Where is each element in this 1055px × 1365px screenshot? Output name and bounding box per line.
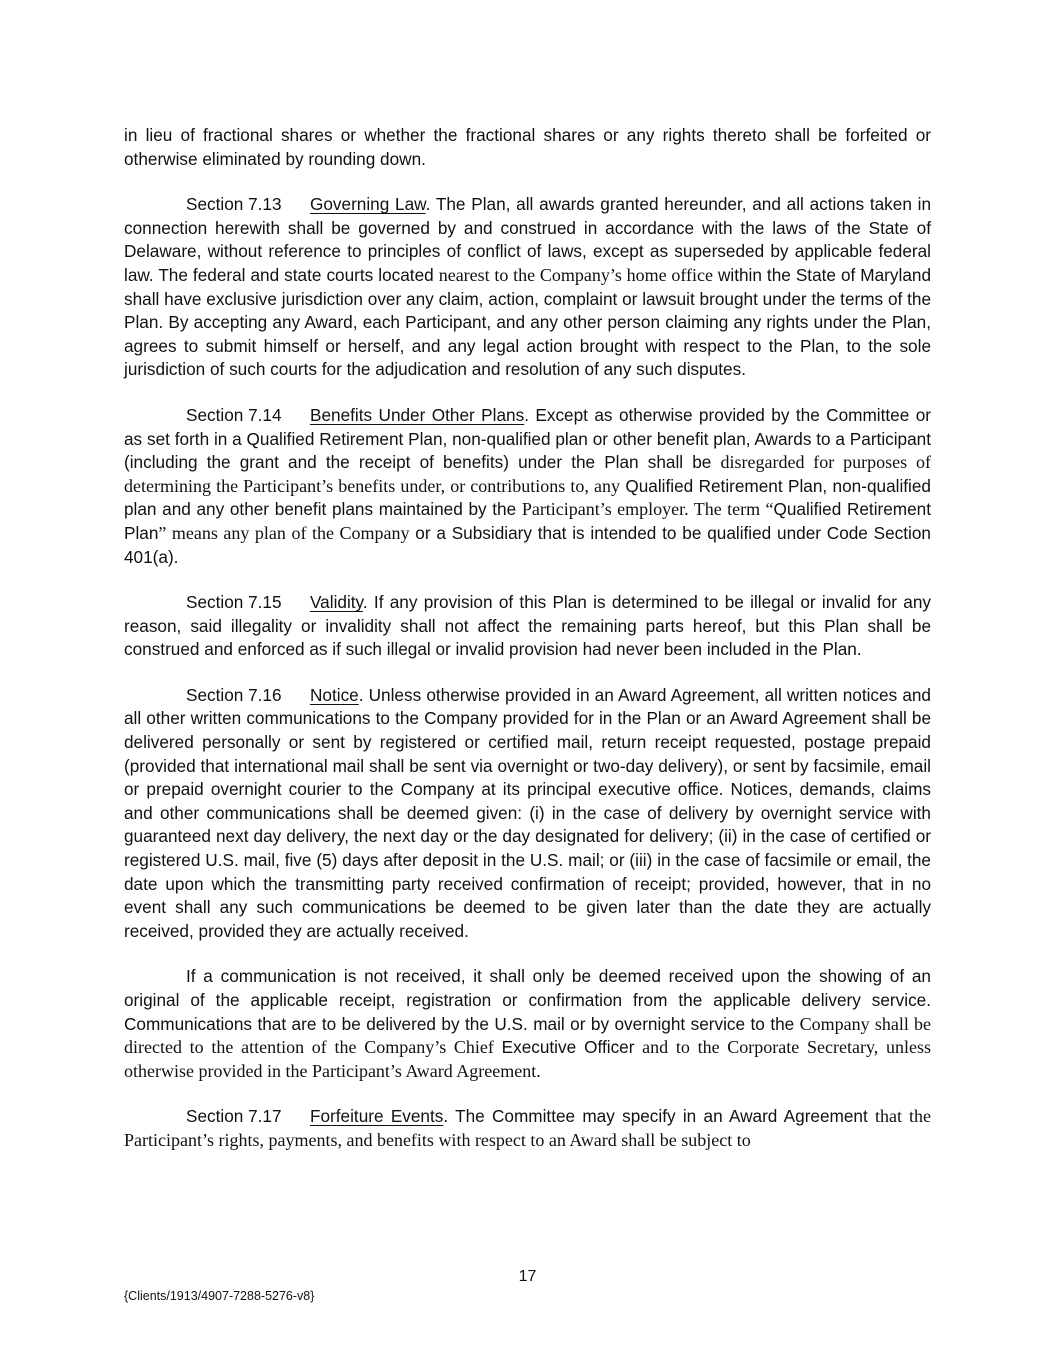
section-text-serif: ” means any plan of the Company bbox=[158, 522, 410, 543]
section-number: Section 7.13 bbox=[186, 194, 282, 215]
section-text: within the State of Maryland shall have exclusive jurisdiction over any claim, action, complaint or lawsuit brought under the terms of the Plan. By accepting any Award, each Participant, and any other person claiming any rights under the Plan, agrees to submit himself or herself, and any legal action brought with respect to the Plan, to the sole jurisdiction of such courts for the adjudication and resolution of any such disputes. bbox=[124, 264, 931, 380]
section-heading: Notice bbox=[310, 684, 359, 705]
section-text: . If any provision of this Plan is determined to be illegal or invalid for any reason, said illegality or invalidity shall not affect the remaining parts hereof, but this Plan shall be construed and enforced as if such illegal or invalid provision had never been included in the Plan. bbox=[124, 592, 931, 660]
paragraph-text-serif: Corporate Secretary, unless otherwise provided in the Participant’s Award Agreement. bbox=[124, 1037, 931, 1081]
document-id: {Clients/1913/4907-7288-5276-v8} bbox=[124, 1289, 315, 1303]
paragraph-text: If a communication is not received, it shall only be deemed received upon the showing of an original of the applicable receipt, registration or confirmation from the applicable delivery service. Communications that are to be delivered by the U.S. mail or by overnight service to the bbox=[124, 966, 931, 1034]
paragraph-text: in lieu of fractional shares or whether the fractional shares or any rights thereto shall be forfeited or otherwise eliminated by rounding down. bbox=[124, 125, 931, 169]
paragraph-text: Executive Officer bbox=[501, 1037, 635, 1058]
section-heading: Benefits Under Other Plans bbox=[310, 404, 525, 425]
section-heading: Governing Law bbox=[310, 194, 426, 215]
section-text-serif: disregarded for purposes of determining the Participant’s benefits under, or contributions to, any bbox=[124, 452, 931, 496]
section-text: . Unless otherwise provided in an Award Agreement, all written notices and all other written communications to the Company provided for in the Plan or an Award Agreement shall be delivered personally or sent by registered or certified mail, return receipt requested, postage prepaid (provided that international mail shall be sent via overnight or two-day delivery), or sent by facsimile, email or prepaid overnight courier to the Company at its principal executive office. Notices, demands, claims and other communications shall be deemed given: (i) in the case of delivery by overnight service with guaranteed next day delivery, the next day or the day designated for delivery; (ii) in the case of certified or registered U.S. mail, five (5) days after deposit in the U.S. mail; or (iii) in the case of facsimile or email, the date upon which the transmitting party received confirmation of receipt; provided, however, that in no event shall any such communications be deemed to be given later than the date they are actually received, provided they are actually received. bbox=[124, 684, 931, 941]
section-7-16 bbox=[124, 684, 931, 944]
section-text-serif: nearest to the Company’s home office bbox=[438, 264, 713, 285]
defined-term: Qualified Retirement Plan bbox=[124, 499, 932, 543]
paragraph-text-serif: and to the bbox=[634, 1037, 728, 1058]
section-7-13 bbox=[124, 193, 931, 382]
section-number: Section 7.16 bbox=[186, 684, 282, 705]
section-7-14 bbox=[124, 404, 931, 569]
paragraph-continuation bbox=[124, 124, 931, 171]
document-page bbox=[124, 124, 931, 1175]
section-number: Section 7.14 bbox=[186, 404, 282, 425]
section-heading: Forfeiture Events bbox=[310, 1106, 444, 1127]
paragraph-text-serif: Company shall be directed to the attention of the Company’s Chief bbox=[124, 1013, 931, 1058]
section-text: . Except as otherwise provided by the Committee or as set forth in a Qualified Retirement Plan, non-qualified plan or other benefit plan, Awards to a Participant (including the grant and the receipt of benefits) under the Plan shall be bbox=[124, 404, 931, 473]
section-text: . The Plan, all awards granted hereunder, and all actions taken in connection herewith shall be governed by and construed in accordance with the laws of the State of Delaware, without reference to principles of conflict of laws, except as superseded by applicable federal law. The federal and state courts located bbox=[124, 194, 932, 285]
section-number: Section 7.17 bbox=[186, 1106, 282, 1127]
section-number: Section 7.15 bbox=[186, 592, 282, 613]
paragraph-communication bbox=[124, 965, 931, 1083]
section-text-serif: that the Participant’s rights, payments, and benefits with respect to an Award shall be subject to bbox=[124, 1106, 931, 1150]
section-text: . The Committee may specify in an Award Agreement bbox=[443, 1106, 876, 1127]
section-7-17 bbox=[124, 1105, 931, 1152]
section-heading: Validity bbox=[310, 592, 363, 613]
section-text: or a Subsidiary that is intended to be qualified under Code Section 401(a). bbox=[124, 522, 931, 567]
section-text-serif: Participant’s employer. The term “ bbox=[521, 499, 774, 520]
section-7-15 bbox=[124, 591, 931, 662]
section-text: Qualified Retirement Plan, non-qualified plan and any other benefit plans maintained by the bbox=[124, 475, 931, 520]
page-number: 17 bbox=[518, 1268, 537, 1285]
